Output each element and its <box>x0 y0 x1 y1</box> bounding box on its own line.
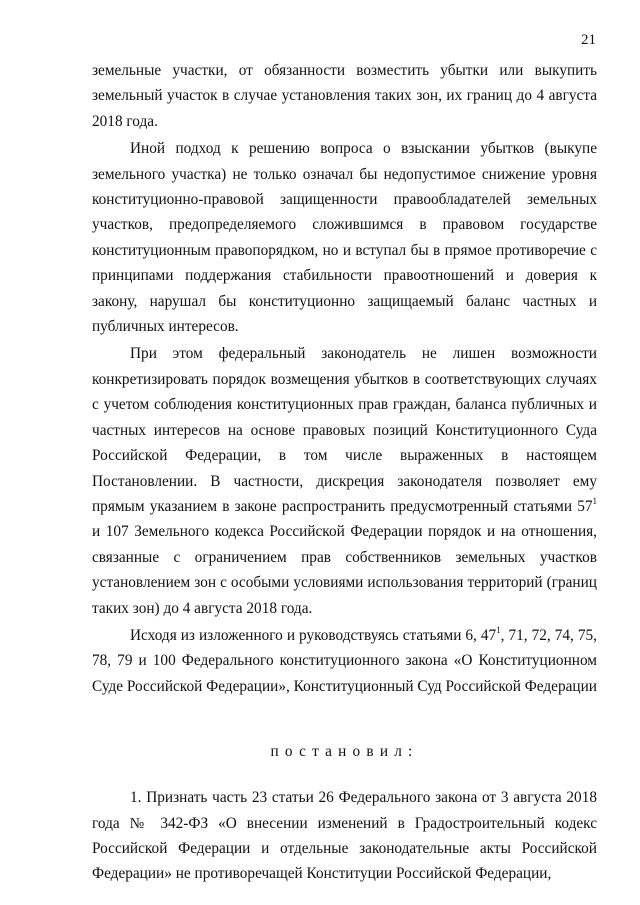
paragraph-text: При этом федеральный законодатель не лишен возможности конкретизировать порядок возмещения убытков в соответствующих случаях с учетом соблюдения конституционных прав граждан, баланса публичных и частных интересов на основе правовых позиций Конституционного Суда Российской Федерации, в том числе выраженных в настоящем Постановлении. В частности, дискреция законодателя позволяет ему прямым указанием в законе распространить предусмотренный статьями 57 <box>92 345 597 515</box>
document-body <box>92 58 597 887</box>
paragraph-legislator-discretion <box>92 341 597 620</box>
resolution-item-1 <box>92 785 597 887</box>
superscript-marker: 1 <box>496 624 501 635</box>
paragraph-text: 1. Признать часть 23 статьи 26 Федерального закона от 3 августа 2018 года № 342-ФЗ «О внесении изменений в Градостроительный кодекс Российской Федерации и отдельные законодательные акты Российской Федерации» не противоречащей Конституции Российской Федерации, <box>92 789 597 883</box>
ruling-heading: постановил: <box>270 743 419 761</box>
paragraph-guided-by-articles <box>92 623 597 699</box>
paragraph-other-approach <box>92 136 597 339</box>
paragraph-text: , 71, 72, 74, 75, 78, 79 и 100 Федерального конституционного закона «О Конституционном Суде Российской Федерации», Конституционный Суд Российской Федерации <box>92 626 597 695</box>
paragraph-continuation <box>92 58 597 134</box>
paragraph-text: земельные участки, от обязанности возместить убытки или выкупить земельный участок в случае установления таких зон, их границ до 4 августа 2018 года. <box>92 62 597 130</box>
superscript-marker: 1 <box>592 495 597 506</box>
paragraph-text: и 107 Земельного кодекса Российской Федерации порядок и на отношения, связанные с ограничением прав собственников земельных участков установлением зон с особыми условиями использования территорий (границ таких зон) до 4 августа 2018 года. <box>92 523 597 617</box>
paragraph-text: Иной подход к решению вопроса о взыскании убытков (выкупе земельного участка) не только означал бы недопустимое снижение уровня конституционно-правовой защищенности правообладателей земельных участков, предопределяемого сложившимся в правовом государстве конституционным правопорядком, но и вступал бы в прямое противоречие с принципами поддержания стабильности правоотношений и доверия к закону, нарушал бы конституционно защищаемый баланс частных и публичных интересов. <box>92 140 597 336</box>
paragraph-text: Исходя из изложенного и руководствуясь статьями 6, 47 <box>130 626 497 644</box>
page-number: 21 <box>581 32 596 48</box>
